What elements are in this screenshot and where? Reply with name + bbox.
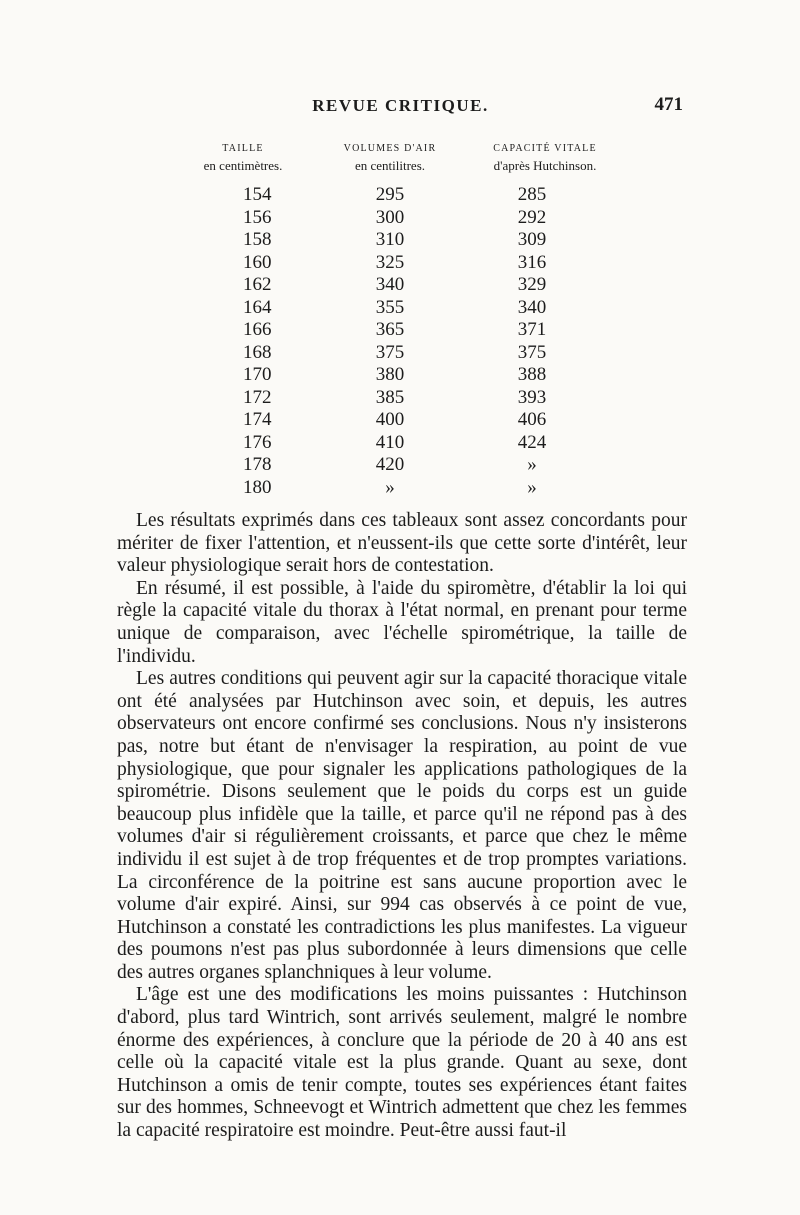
table-row: [140, 409, 660, 432]
column-header-bottom: en centilitres.: [354, 158, 426, 173]
column-header-volumes: [325, 140, 455, 174]
column-header-bottom: en centimètres.: [203, 158, 283, 173]
table-cell: 310: [375, 229, 405, 250]
column-header-bottom: d'après Hutchinson.: [493, 158, 597, 173]
table-cell: 385: [375, 386, 405, 408]
table-cell: »: [527, 454, 537, 475]
page-number: 471: [654, 94, 683, 115]
column-header-capacite: [470, 140, 620, 174]
table-cell: 340: [517, 296, 547, 318]
table-row: [140, 364, 660, 387]
table-cell: 406: [517, 409, 547, 430]
table-cell: 329: [517, 274, 547, 295]
table-row: [140, 274, 660, 297]
table-cell: 178: [243, 454, 272, 475]
running-title: REVUE CRITIQUE.: [312, 96, 489, 115]
table-cell: 316: [517, 251, 547, 273]
table-cell: 300: [375, 206, 405, 228]
paragraph: En résumé, il est possible, à l'aide du spiromètre, d'établir la loi qui règle la capacité vitale du thorax à l'état normal, en prenant pour terme unique de comparaison, avec l'échelle spirométrique, la taille de l'individu.: [117, 577, 687, 667]
table-cell: 154: [243, 184, 272, 205]
table-cell: 292: [517, 206, 547, 228]
running-head: [118, 94, 683, 122]
table-cell: 158: [243, 229, 272, 250]
table-cell: 375: [375, 341, 405, 363]
table-cell: 424: [517, 431, 547, 453]
table-row: [140, 477, 660, 500]
table-cell: 162: [243, 274, 272, 295]
table-cell: »: [527, 476, 537, 498]
column-header-top: TAILLE: [222, 143, 264, 154]
table-row: [140, 207, 660, 230]
table-cell: 371: [517, 319, 547, 340]
column-header-top: VOLUMES D'AIR: [343, 143, 437, 154]
table-row: [140, 454, 660, 477]
table-row: [140, 297, 660, 320]
table-cell: 180: [243, 476, 272, 498]
table-cell: 309: [517, 229, 547, 250]
table-cell: 420: [375, 454, 405, 475]
column-header-taille: [188, 140, 298, 174]
table-cell: 285: [517, 184, 547, 205]
paragraph: Les autres conditions qui peuvent agir sur la capacité thoracique vitale ont été analysées par Hutchinson avec soin, et depuis, les autres observateurs ont encore confirmé ses conclusions. Nous n'y insisterons pas, notre but étant de n'envisager la respiration, au point de vue physiologique, que pour signaler les applications pathologiques de la spirométrie. Disons seulement que le poids du corps est un guide beaucoup plus infidèle que la taille, et parce qu'il ne répond pas à des volumes d'air si régulièrement croissants, et parce que chez le même individu il est sujet à de trop fréquentes et de trop promptes variations. La circonférence de la poitrine est sans aucune proportion avec le volume d'air expiré. Ainsi, sur 994 cas observés à ce point de vue, Hutchinson a constaté les contradictions les plus manifestes. La vigueur des poumons n'est pas plus subordonnée à leurs dimensions que celle des autres organes splanchniques à leur volume.: [117, 668, 687, 983]
table-row: [140, 432, 660, 455]
table-cell: »: [385, 476, 395, 498]
table-body: [140, 184, 660, 499]
table-row: [140, 184, 660, 207]
table-cell: 295: [375, 184, 405, 205]
table-cell: 388: [517, 364, 547, 385]
table-cell: 174: [243, 409, 272, 430]
table-cell: 176: [243, 431, 272, 453]
table-cell: 365: [375, 319, 405, 340]
table-cell: 172: [243, 386, 272, 408]
table-cell: 170: [243, 364, 272, 385]
table-cell: 355: [375, 296, 405, 318]
paragraph: Les résultats exprimés dans ces tableaux sont assez concordants pour mériter de fixer l'attention, et n'eussent-ils que cette sorte d'intérêt, leur valeur physiologique serait hors de contestation.: [117, 510, 687, 577]
body-text: [117, 510, 687, 1143]
table-cell: 340: [375, 274, 405, 295]
table-row: [140, 387, 660, 410]
table-header: [140, 140, 660, 180]
column-header-top: CAPACITÉ VITALE: [493, 143, 597, 154]
table-row: [140, 342, 660, 365]
table-cell: 168: [243, 341, 272, 363]
table-row: [140, 319, 660, 342]
spirometry-table: [140, 140, 660, 498]
paragraph: L'âge est une des modifications les moins puissantes : Hutchinson d'abord, plus tard Wintrich, sont arrivés seulement, malgré le nombre énorme des expériences, à conclure que la période de 20 à 40 ans est celle où la capacité vitale est la plus grande. Quant au sexe, dont Hutchinson a omis de tenir compte, toutes ses expériences étant faites sur des hommes, Schneevogt et Wintrich admettent que chez les femmes la capacité respiratoire est moindre. Peut-être aussi faut-il: [117, 984, 687, 1142]
table-cell: 164: [243, 296, 272, 318]
table-cell: 400: [375, 409, 405, 430]
table-row: [140, 229, 660, 252]
table-row: [140, 252, 660, 275]
table-cell: 410: [375, 431, 405, 453]
table-cell: 393: [517, 386, 547, 408]
table-cell: 380: [375, 364, 405, 385]
table-cell: 156: [243, 206, 272, 228]
table-cell: 166: [243, 319, 272, 340]
table-cell: 375: [517, 341, 547, 363]
table-cell: 160: [243, 251, 272, 273]
table-cell: 325: [375, 251, 405, 273]
